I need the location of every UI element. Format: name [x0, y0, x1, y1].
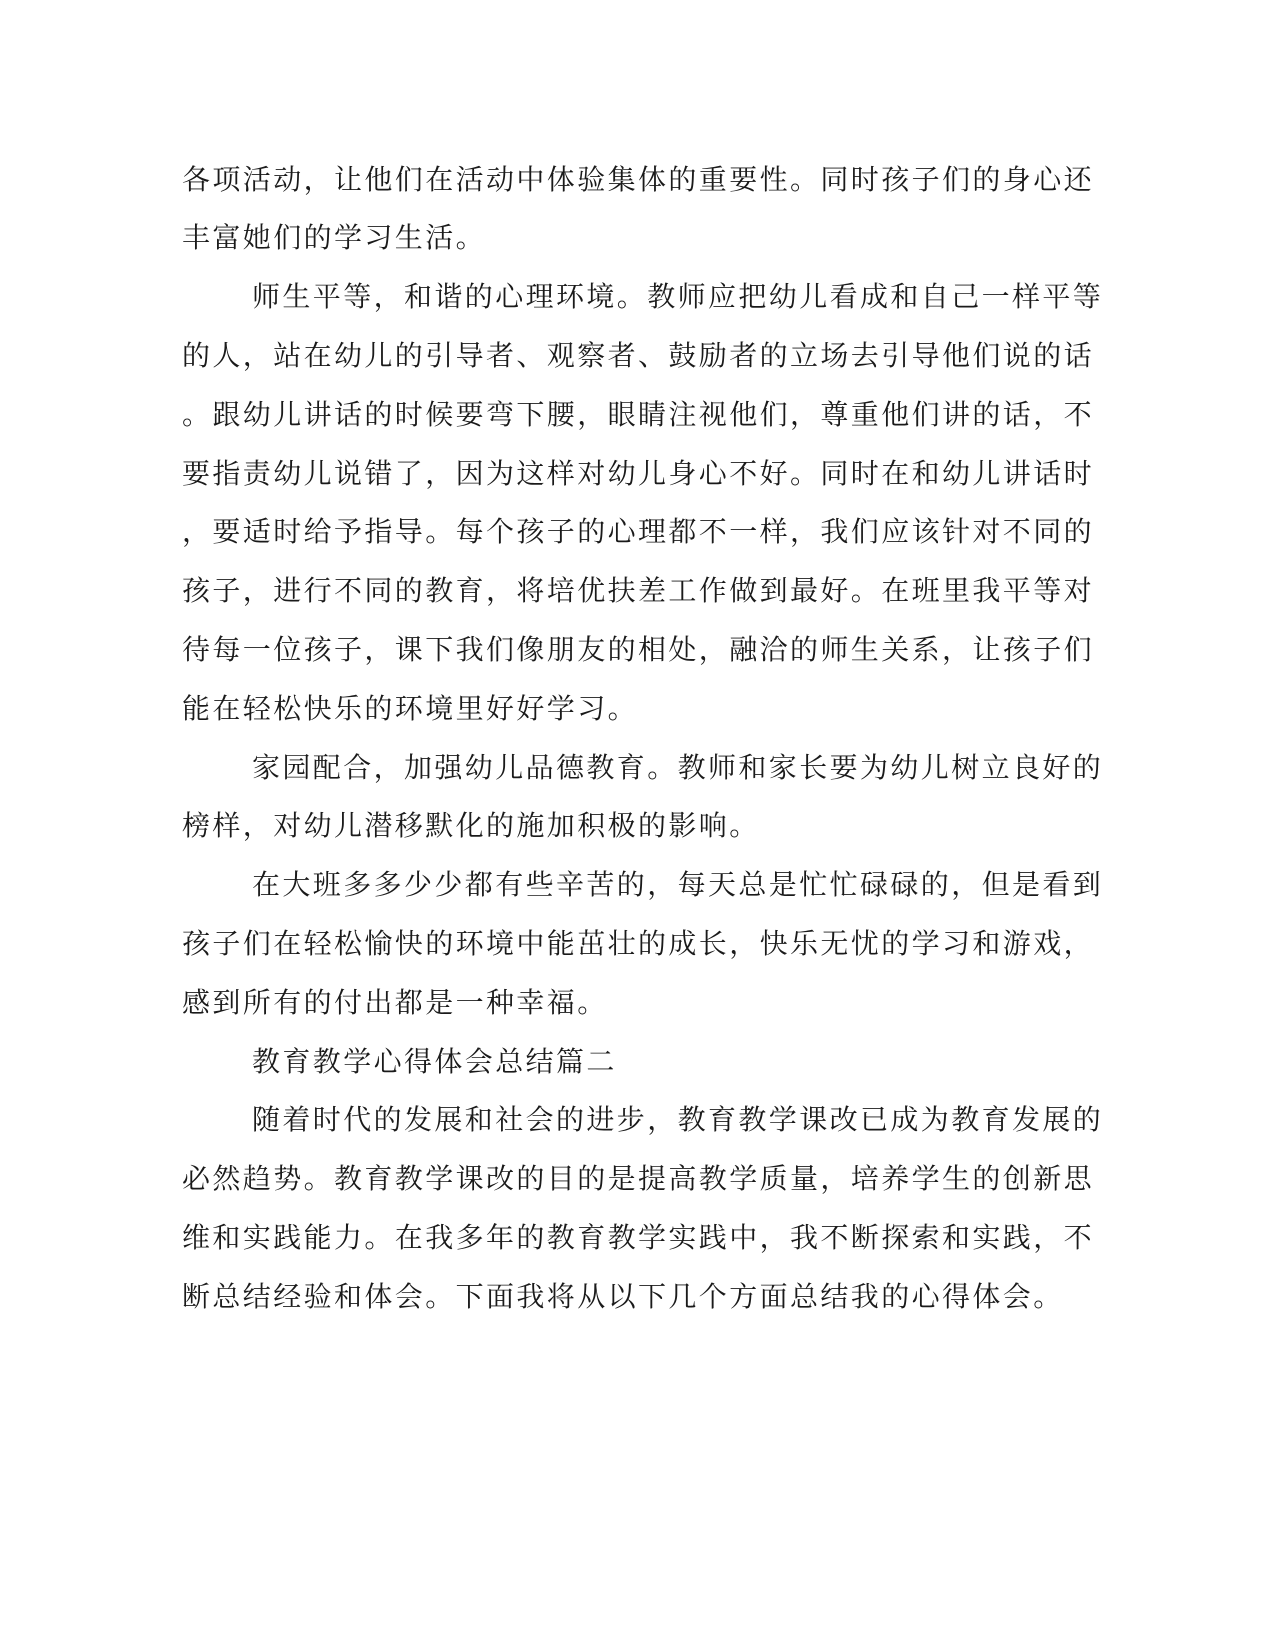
text-line: 在大班多多少少都有些辛苦的，每天总是忙忙碌碌的，但是看到 — [252, 868, 1104, 901]
section-heading: 教育教学心得体会总结篇二 — [252, 1045, 617, 1078]
text-line: 的人，站在幼儿的引导者、观察者、鼓励者的立场去引导他们说的话 — [182, 339, 1095, 372]
text-line: 孩子们在轻松愉快的环境中能茁壮的成长，快乐无忧的学习和游戏， — [182, 927, 1095, 960]
text-line: 榜样，对幼儿潜移默化的施加积极的影响。 — [182, 809, 760, 842]
text-line: 维和实践能力。在我多年的教育教学实践中，我不断探索和实践，不 — [182, 1221, 1095, 1254]
text-line: 要指责幼儿说错了，因为这样对幼儿身心不好。同时在和幼儿讲话时 — [182, 457, 1095, 490]
text-line: 。跟幼儿讲话的时候要弯下腰，眼睛注视他们，尊重他们讲的话，不 — [182, 398, 1095, 431]
text-line: 必然趋势。教育教学课改的目的是提高教学质量，培养学生的创新思 — [182, 1162, 1095, 1195]
text-line: 随着时代的发展和社会的进步，教育教学课改已成为教育发展的 — [252, 1103, 1104, 1136]
text-line: 断总结经验和体会。下面我将从以下几个方面总结我的心得体会。 — [182, 1280, 1064, 1313]
text-line: 待每一位孩子，课下我们像朋友的相处，融洽的师生关系，让孩子们 — [182, 633, 1095, 666]
text-line: 各项活动，让他们在活动中体验集体的重要性。同时孩子们的身心还 — [182, 163, 1095, 196]
text-line: 师生平等，和谐的心理环境。教师应把幼儿看成和自己一样平等 — [252, 280, 1104, 313]
text-line: 丰富她们的学习生活。 — [182, 221, 487, 254]
text-line: 能在轻松快乐的环境里好好学习。 — [182, 692, 639, 725]
text-line: 感到所有的付出都是一种幸福。 — [182, 986, 608, 1019]
text-line: 孩子，进行不同的教育，将培优扶差工作做到最好。在班里我平等对 — [182, 574, 1095, 607]
text-line: ，要适时给予指导。每个孩子的心理都不一样，我们应该针对不同的 — [182, 515, 1095, 548]
text-line: 家园配合，加强幼儿品德教育。教师和家长要为幼儿树立良好的 — [252, 751, 1104, 784]
